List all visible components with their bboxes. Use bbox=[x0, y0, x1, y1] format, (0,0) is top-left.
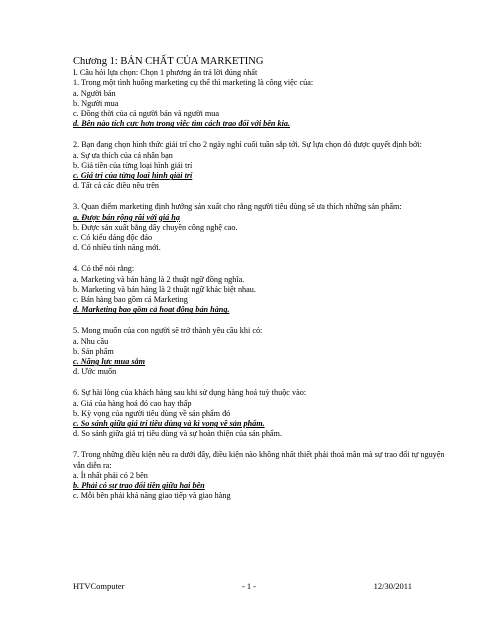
option-a-correct: a. Được bán rộng rãi với giá hạ bbox=[73, 212, 180, 222]
question-stem: 5. Mong muốn của con người sẽ trở thành yêu cầu khi có: bbox=[73, 326, 263, 336]
option-b: b. Được sản xuất bằng dây chuyền công nghệ cao. bbox=[73, 222, 238, 232]
instruction: I. Câu hỏi lựa chọn: Chọn 1 phương án trả lời đúng nhất bbox=[73, 68, 258, 77]
question-stem: 1. Trong một tình huống marketing cụ thể thì marketing là công việc của: bbox=[73, 78, 314, 88]
option-c-correct: c. Năng lực mua sắm bbox=[73, 357, 146, 367]
option-d-correct: d. Marketing bao gồm cả hoạt động bán hàng. bbox=[73, 305, 230, 315]
option-c: c. Có kiểu dáng độc đáo bbox=[73, 233, 153, 243]
option-a: a. Nhu cầu bbox=[73, 336, 109, 346]
option-d-correct: d. Bên nào tích cực hơn trong việc tìm cách trao đổi với bên kia. bbox=[73, 119, 291, 129]
question-6 bbox=[73, 388, 445, 439]
option-c-correct: c. Giá trị của từng loại hình giải trí bbox=[73, 171, 193, 181]
option-a: a. Ít nhất phải có 2 bên bbox=[73, 470, 148, 480]
option-b: b. Marketing và bán hàng là 2 thuật ngữ khác biệt nhau. bbox=[73, 284, 256, 294]
option-a: a. Giá của hàng hoá đó cao hay thấp bbox=[73, 398, 192, 408]
option-c: c. Mỗi bên phải khả năng giao tiếp và giao hàng bbox=[73, 491, 231, 501]
option-c: c. Đồng thời của cả người bán và người mua bbox=[73, 109, 220, 119]
option-d: d. Có nhiều tính năng mới. bbox=[73, 243, 161, 253]
option-a: a. Sự ưa thích của cá nhân bạn bbox=[73, 150, 173, 160]
page-footer bbox=[73, 581, 412, 591]
footer-left: HTVComputer bbox=[73, 581, 125, 591]
question-7 bbox=[73, 450, 445, 501]
option-b: b. Giá tiền của từng loại hình giải trí bbox=[73, 160, 193, 170]
option-a: a. Marketing và bán hàng là 2 thuật ngữ đồng nghĩa. bbox=[73, 274, 245, 284]
option-b: b. Kỳ vọng của người tiêu dùng về sản phẩm đó bbox=[73, 408, 231, 418]
question-stem: 6. Sự hài lòng của khách hàng sau khi sử dụng hàng hoá tuỳ thuộc vào: bbox=[73, 388, 307, 398]
option-b-correct: b. Phải có sự trao đổi tiền giữa hai bên bbox=[73, 481, 205, 491]
option-a: a. Người bán bbox=[73, 88, 116, 98]
footer-date: 12/30/2011 bbox=[373, 581, 412, 591]
option-d: d. So sánh giữa giá trị tiêu dùng và sự hoàn thiện của sản phẩm. bbox=[73, 429, 282, 439]
question-5 bbox=[73, 326, 445, 377]
page-number: - 1 - bbox=[241, 581, 257, 591]
question-stem: 3. Quan điểm marketing định hướng sản xuất cho rằng người tiêu dùng sẽ ưa thích những sản phẩm: bbox=[73, 202, 402, 212]
question-4 bbox=[73, 264, 445, 315]
question-2 bbox=[73, 140, 445, 191]
question-1 bbox=[73, 78, 445, 129]
option-b: b. Sản phẩm bbox=[73, 346, 114, 356]
question-3 bbox=[73, 202, 445, 253]
question-stem: 2. Bạn đang chọn hình thức giải trí cho 2 ngày nghỉ cuối tuần sắp tới. Sự lựa chọn đó được quyết định bởi: bbox=[73, 140, 422, 150]
question-stem: 7. Trong những điều kiện nêu ra dưới đây, điều kiện nào không nhất thiết phải thoả mãn mà sự trao đổi tự nguyện vẫn diễn ra: bbox=[73, 450, 445, 470]
option-c: c. Bán hàng bao gồm cả Marketing bbox=[73, 295, 188, 305]
question-stem: 4. Có thể nói rằng: bbox=[73, 264, 135, 274]
option-d: d. Tất cả các điều nêu trên bbox=[73, 181, 160, 191]
option-c-correct: c. So sánh giữa giá trị tiêu dùng và kì vọng về sản phẩm. bbox=[73, 419, 265, 429]
option-d: d. Ước muốn bbox=[73, 367, 117, 377]
option-b: b. Người mua bbox=[73, 98, 119, 108]
chapter-title: Chương 1: BẢN CHẤT CỦA MARKETING bbox=[73, 56, 264, 67]
